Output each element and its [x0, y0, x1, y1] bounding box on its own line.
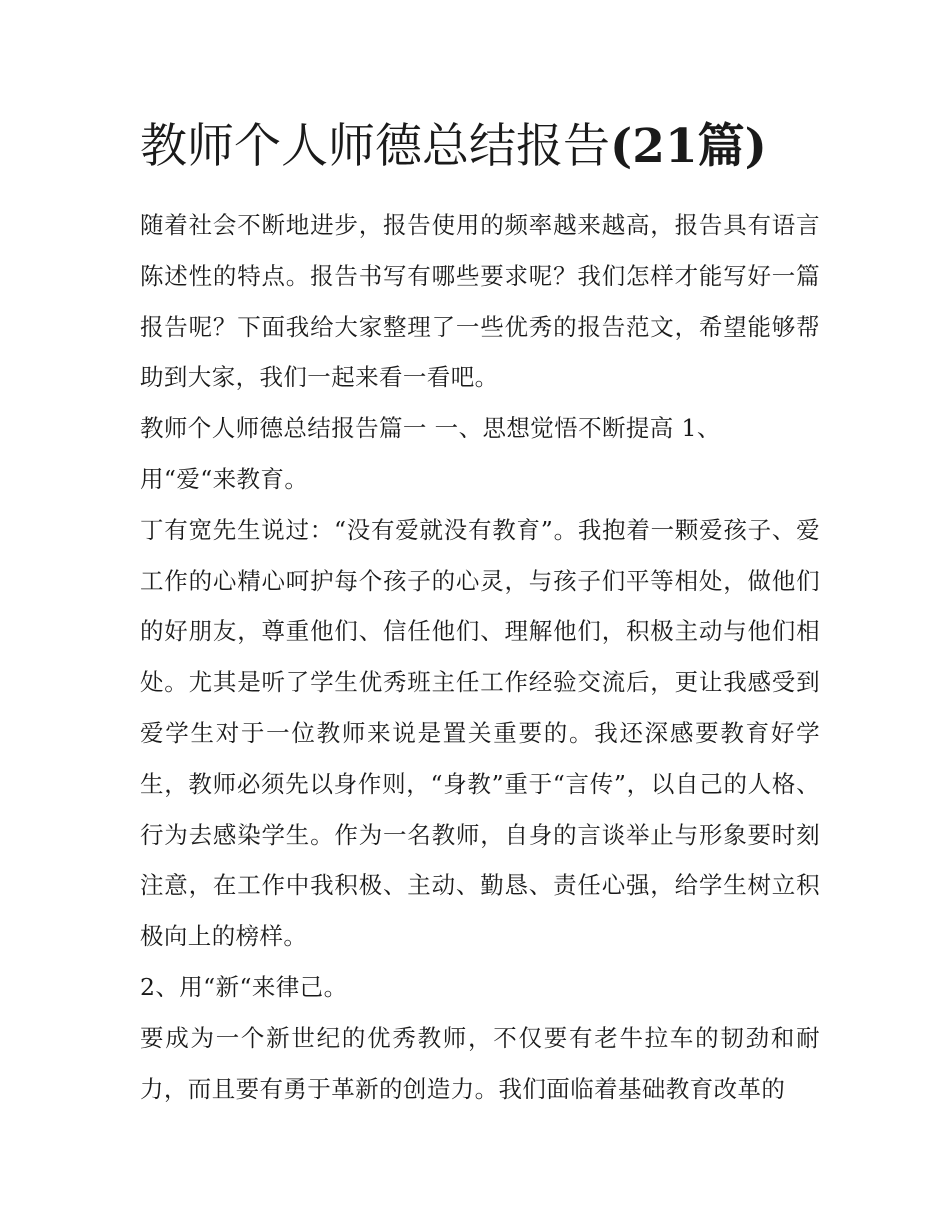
paragraph-subheading-love: 用“爱“来教育。 — [140, 464, 309, 493]
paragraph-intro: 随着社会不断地进步，报告使用的频率越来越高，报告具有语言陈述性的特点。报告书写有哪些要求呢？我们怎样才能写好一篇报告呢？下面我给大家整理了一些优秀的报告范文，希望能够帮助到大家，我们一起来看一看吧。 — [140, 211, 820, 392]
document-title-main: 教师个人师德总结报告 — [140, 119, 610, 174]
document-body — [140, 200, 820, 1114]
document-title-suffix: (21篇) — [610, 119, 767, 174]
paragraph-section-heading: 教师个人师德总结报告篇一 一、思想觉悟不断提高 1、 — [140, 414, 721, 443]
paragraph-new-content: 要成为一个新世纪的优秀教师，不仅要有老牛拉车的韧劲和耐力，而且要有勇于革新的创造力。我们面临着基础教育改革的 — [140, 1023, 820, 1103]
document-title — [140, 112, 820, 182]
paragraph-subheading-new: 2、用“新“来律己。 — [140, 972, 348, 1001]
paragraph-love-content: 丁有宽先生说过：“没有爱就没有教育”。我抱着一颗爱孩子、爱工作的心精心呵护每个孩子的心灵，与孩子们平等相处，做他们的好朋友，尊重他们、信任他们、理解他们，积极主动与他们相处。尤其是听了学生优秀班主任工作经验交流后，更让我感受到爱学生对于一位教师来说是置关重要的。我还深感要教育好学生，教师必须先以身作则，“身教”重于“言传”，以自己的人格、行为去感染学生。作为一名教师，自身的言谈举止与形象要时刻注意，在工作中我积极、主动、勤恳、责任心强，给学生树立积极向上的榜样。 — [140, 515, 820, 951]
